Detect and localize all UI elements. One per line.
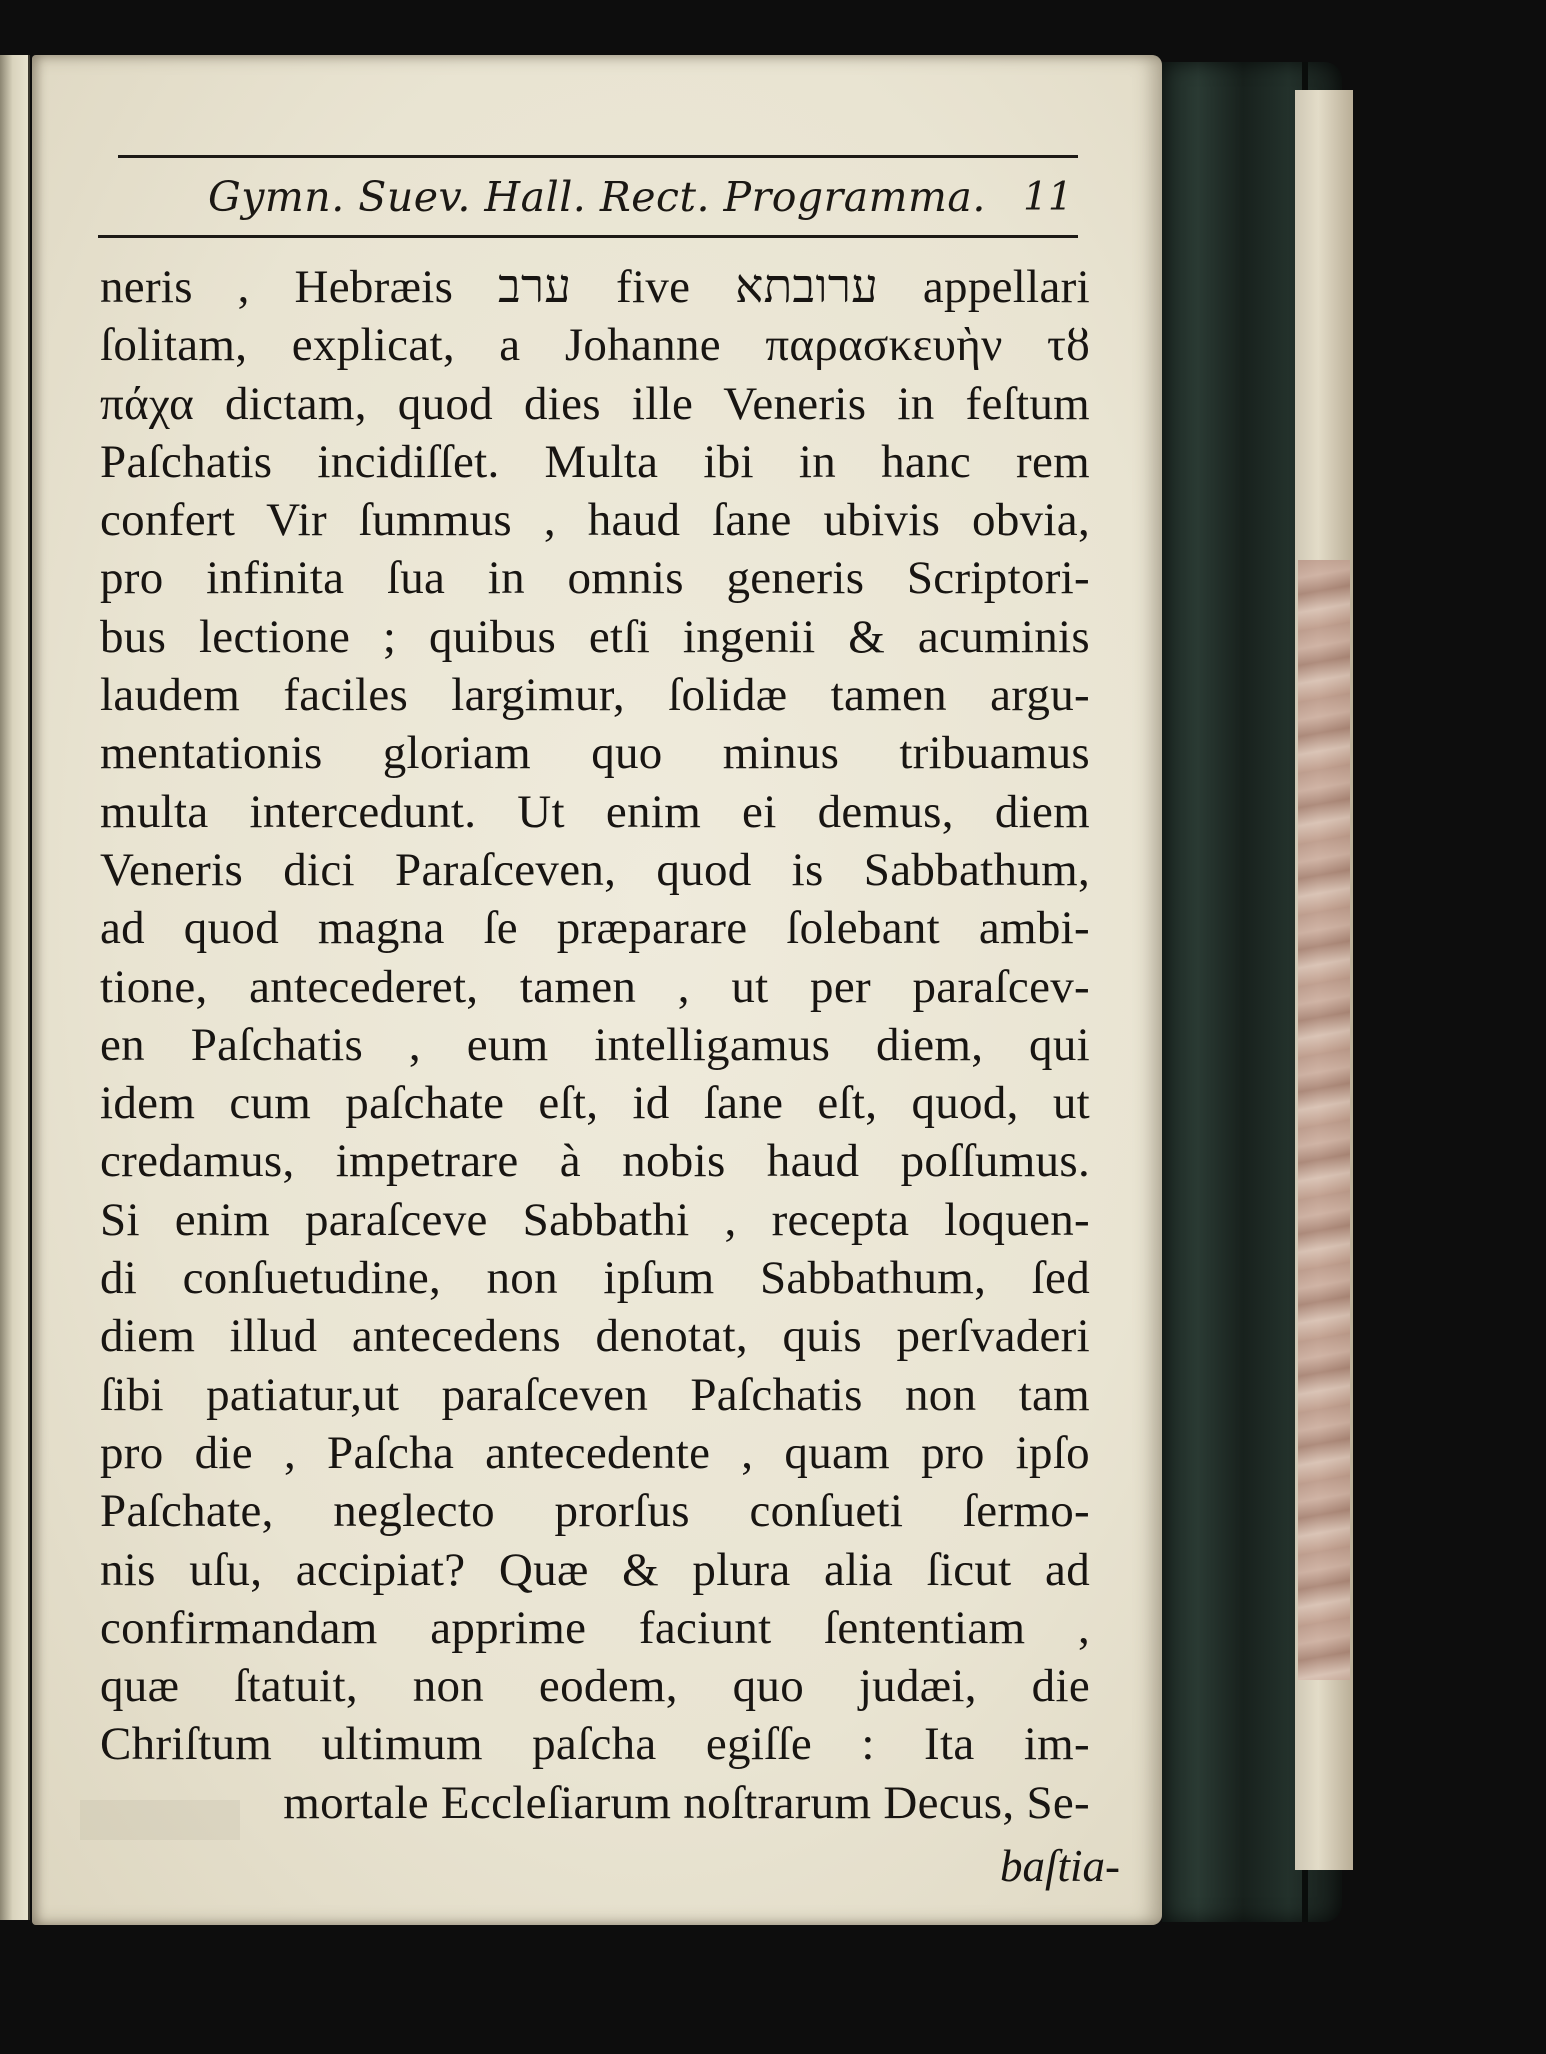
text-line: Paſchatis incidiſſet. Multa ibi in hanc rem xyxy=(100,435,1090,488)
page-header xyxy=(118,155,1078,241)
text-line: Si enim paraſceve Sabbathi , recepta loquen- xyxy=(100,1193,1090,1246)
header-rule-top xyxy=(118,155,1078,158)
text-line: confert Vir ſummus , haud ſane ubivis obvia, xyxy=(100,494,1090,547)
body-text xyxy=(100,258,1090,1832)
text-line: neris , Hebræis ערב five ערובתא appellari xyxy=(100,261,1090,313)
text-line: bus lectione ; quibus etſi ingenii & acuminis xyxy=(100,610,1090,663)
text-line: multa intercedunt. Ut enim ei demus, diem xyxy=(100,785,1090,838)
text-line: laudem faciles largimur, ſolidæ tamen argu- xyxy=(100,669,1090,722)
text-line: confirmandam apprime faciunt ſententiam , xyxy=(100,1601,1090,1654)
text-line: pro infinita ſua in omnis generis Scriptori- xyxy=(100,552,1090,605)
running-head: Gymn. Suev. Hall. Rect. Programma. xyxy=(208,173,986,221)
text-line: nis uſu, accipiat? Quæ & plura alia ſicut ad xyxy=(100,1543,1090,1596)
text-line: Paſchate, neglecto prorſus conſueti ſermo- xyxy=(100,1485,1090,1538)
catchword: baſtia- xyxy=(1000,1841,1120,1891)
marbled-edge xyxy=(1298,560,1350,1680)
left-page-edge xyxy=(0,55,30,1920)
text-line: di conſuetudine, non ipſum Sabbathum, ſed xyxy=(100,1252,1090,1305)
text-line: ſibi patiatur,ut paraſceven Paſchatis non tam xyxy=(100,1368,1090,1421)
show-through-stain xyxy=(80,1800,240,1840)
text-line: mortale Eccleſiarum noſtrarum Decus, Se- xyxy=(283,1776,1090,1829)
text-line: credamus, impetrare à nobis haud poſſumus. xyxy=(100,1135,1090,1188)
page-number: 11 xyxy=(1023,175,1073,220)
text-line: en Paſchatis , eum intelligamus diem, qui xyxy=(100,1018,1090,1071)
text-line: mentationis gloriam quo minus tribuamus xyxy=(100,727,1090,780)
text-line: tione, antecederet, tamen , ut per paraſcev- xyxy=(100,960,1090,1013)
header-rule-bottom xyxy=(98,235,1078,238)
text-line: quæ ſtatuit, non eodem, quo judæi, die xyxy=(100,1660,1090,1713)
text-line: Veneris dici Paraſceven, quod is Sabbathum, xyxy=(100,843,1090,896)
text-line: pro die , Paſcha antecedente , quam pro ipſo xyxy=(100,1426,1090,1479)
text-line: ſolitam, explicat, a Johanne παρασκευὴν τȣ xyxy=(100,319,1090,372)
text-line: Chriſtum ultimum paſcha egiſſe : Ita im- xyxy=(100,1718,1090,1771)
text-line: ad quod magna ſe præparare ſolebant ambi- xyxy=(100,902,1090,955)
text-line: idem cum paſchate eſt, id ſane eſt, quod, ut xyxy=(100,1077,1090,1130)
text-line: πάχα dictam, quod dies ille Veneris in feſtum xyxy=(100,377,1090,430)
text-line: diem illud antecedens denotat, quis perſvaderi xyxy=(100,1310,1090,1363)
